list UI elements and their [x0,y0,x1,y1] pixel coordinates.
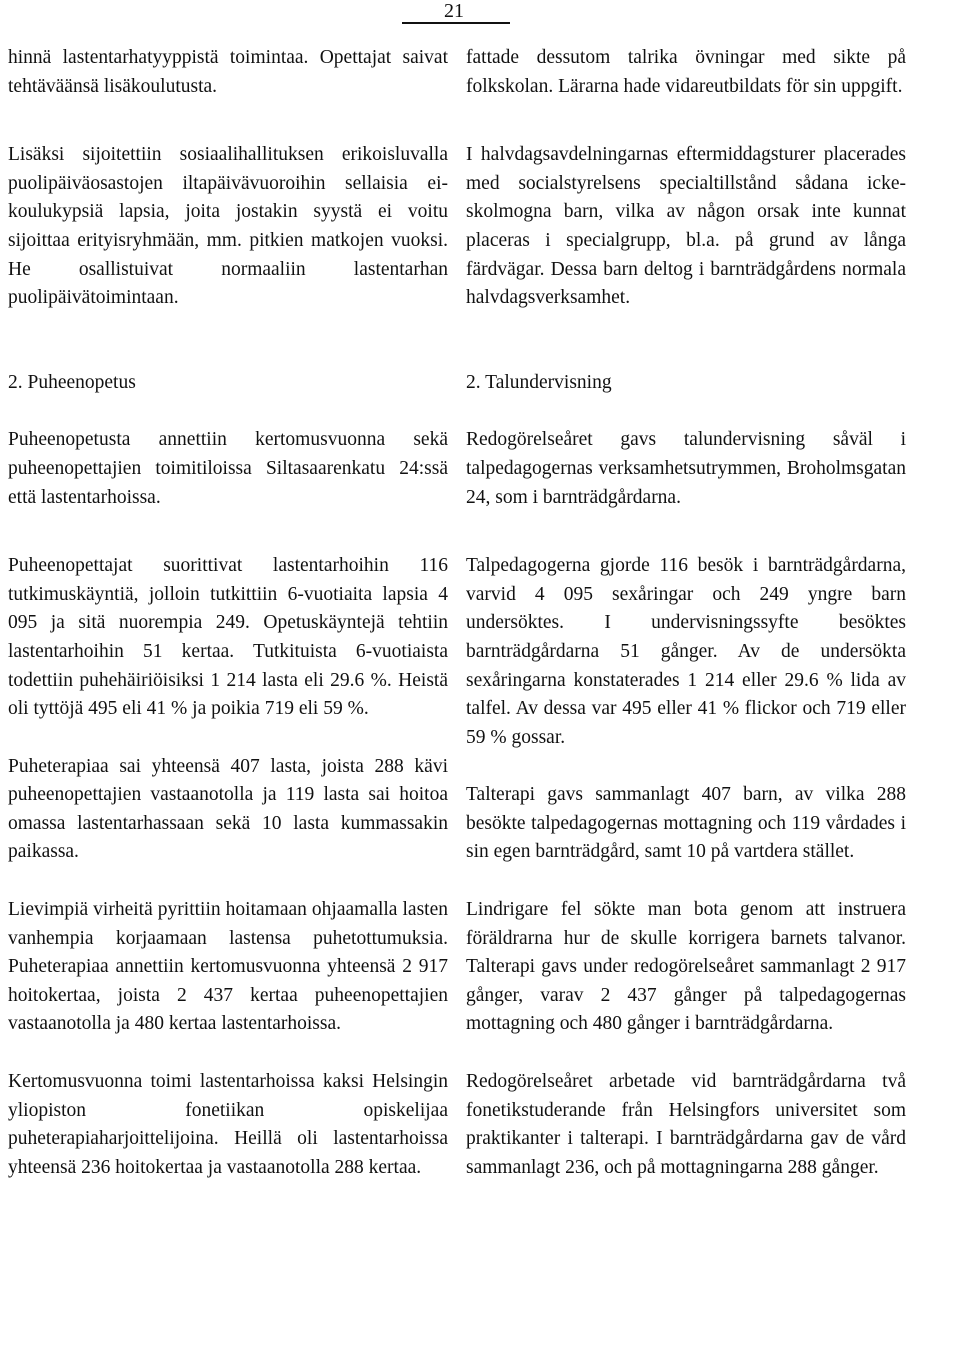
section-heading: 2. Puheenopetus [8,371,136,393]
paragraph: Talterapi gavs sammanlagt 407 barn, av vilka 288 besökte talpedagogernas mottagning och 119 vårdades i sin egen barnträdgård, samt 10 på vartdera stället. [466,784,906,863]
paragraph: Kertomusvuonna toimi lastentarhoissa kaksi Helsingin yliopiston fonetiikan opiskelijaa puheterapiaharjoittelijoina. Heillä oli lastentarhoissa yhteensä 236 hoitokertaa ja vastaanotolla 288 kertaa. [8,1071,448,1178]
paragraph: Puheterapiaa sai yhteensä 407 lasta, joista 288 kävi puheenopettajien vastaanotolla ja 119 lasta sai hoitoa omassa lastentarhassaan sekä 10 lasta kummassakin paikassa. [8,755,448,863]
paragraph: hinnä lastentarhatyyppistä toimintaa. Opettajat saivat tehtäväänsä lisäkoulutusta. [8,47,448,97]
paragraph: Lievimpiä virheitä pyrittiin hoitamaan ohjaamalla lasten vanhempia korjaamaan lastensa puhetottumuksia. Puheterapiaa annettiin kertomusvuonna yhteensä 2 917 hoitokertaa, joista 2 437 kertaa puheenopettajien vastaanotolla ja 480 kertaa lastentarhoissa. [8,899,448,1035]
paragraph: fattade dessutom talrika övningar med sikte på folkskolan. Lärarna hade vidareutbildats för sin uppgift. [466,47,906,97]
swedish-column [466,44,906,1182]
header-rule [402,22,510,24]
paragraph: I halvdagsavdelningarnas eftermiddagsturer placerades med socialstyrelsens specialtillstånd sådana icke-skolmogna barn, vilka av någon orsak inte kunnat placeras i specialgrupp, bl.a. på grund av långa färdvägar. Dessa barn deltog i barnträdgårdens normala halvdagsverksamhet. [466,144,906,309]
page-number: 21 [444,0,464,22]
paragraph: Puheenopetusta annettiin kertomusvuonna sekä puheenopettajien toimitiloissa Siltasaarenkatu 24:ssä että lastentarhoissa. [8,429,448,508]
finnish-column [8,44,448,1182]
paragraph: Talpedagogerna gjorde 116 besök i barnträdgårdarna, varvid 4 095 sexåringar och 249 yngre barn undersöktes. I undervisningssyfte besöktes barnträdgårdarna 51 gånger. Av de undersökta sexåringarna konstaterades 1 214 eller 29.6 % lida av talfel. Av dessa var 495 eller 41 % flickor och 719 eller 59 % gossar. [466,555,906,748]
section-heading: 2. Talundervisning [466,371,612,393]
paragraph: Lisäksi sijoitettiin sosiaalihallituksen erikoisluvalla puolipäiväosastojen iltapäivävuoroihin sellaisia ei-koulukypsiä lapsia, joita jostakin syystä ei voitu sijoittaa erityisryhmään, mm. pitkien matkojen vuoksi. He osallistuivat normaaliin lastentarhan puolipäivätoimintaan. [8,144,448,309]
paragraph: Puheenopettajat suorittivat lastentarhoihin 116 tutkimuskäyntiä, jolloin tutkittiin 6-vuotiaita lapsia 4 095 ja sitä nuorempia 249. Opetuskäyntejä tehtiin lastentarhoihin 51 kertaa. Tutkituista 6-vuotiaista todettiin puhehäiriöisiksi 1 214 lasta eli 29.6 %. Heistä oli tyttöjä 495 eli 41 % ja poikia 719 eli 59 %. [8,555,448,720]
paragraph: Redogörelseåret gavs talundervisning såväl i talpedagogernas verksamhetsutrymmen, Broholmsgatan 24, som i barnträdgårdarna. [466,429,906,508]
paragraph: Redogörelseåret arbetade vid barnträdgårdarna två fonetikstuderande från Helsingfors universitet som praktikanter i talterapi. I barnträdgårdarna gav de vård sammanlagt 236, och på mottagningarna 288 gånger. [466,1071,906,1178]
paragraph: Lindrigare fel sökte man bota genom att instruera föräldrarna hur de skulle korrigera barnets talvanor. Talterapi gavs under redogörelseåret sammanlagt 2 917 gånger, varav 2 437 gånger på talpedagogernas mottagning och 480 gånger i barnträdgårdarna. [466,899,906,1035]
